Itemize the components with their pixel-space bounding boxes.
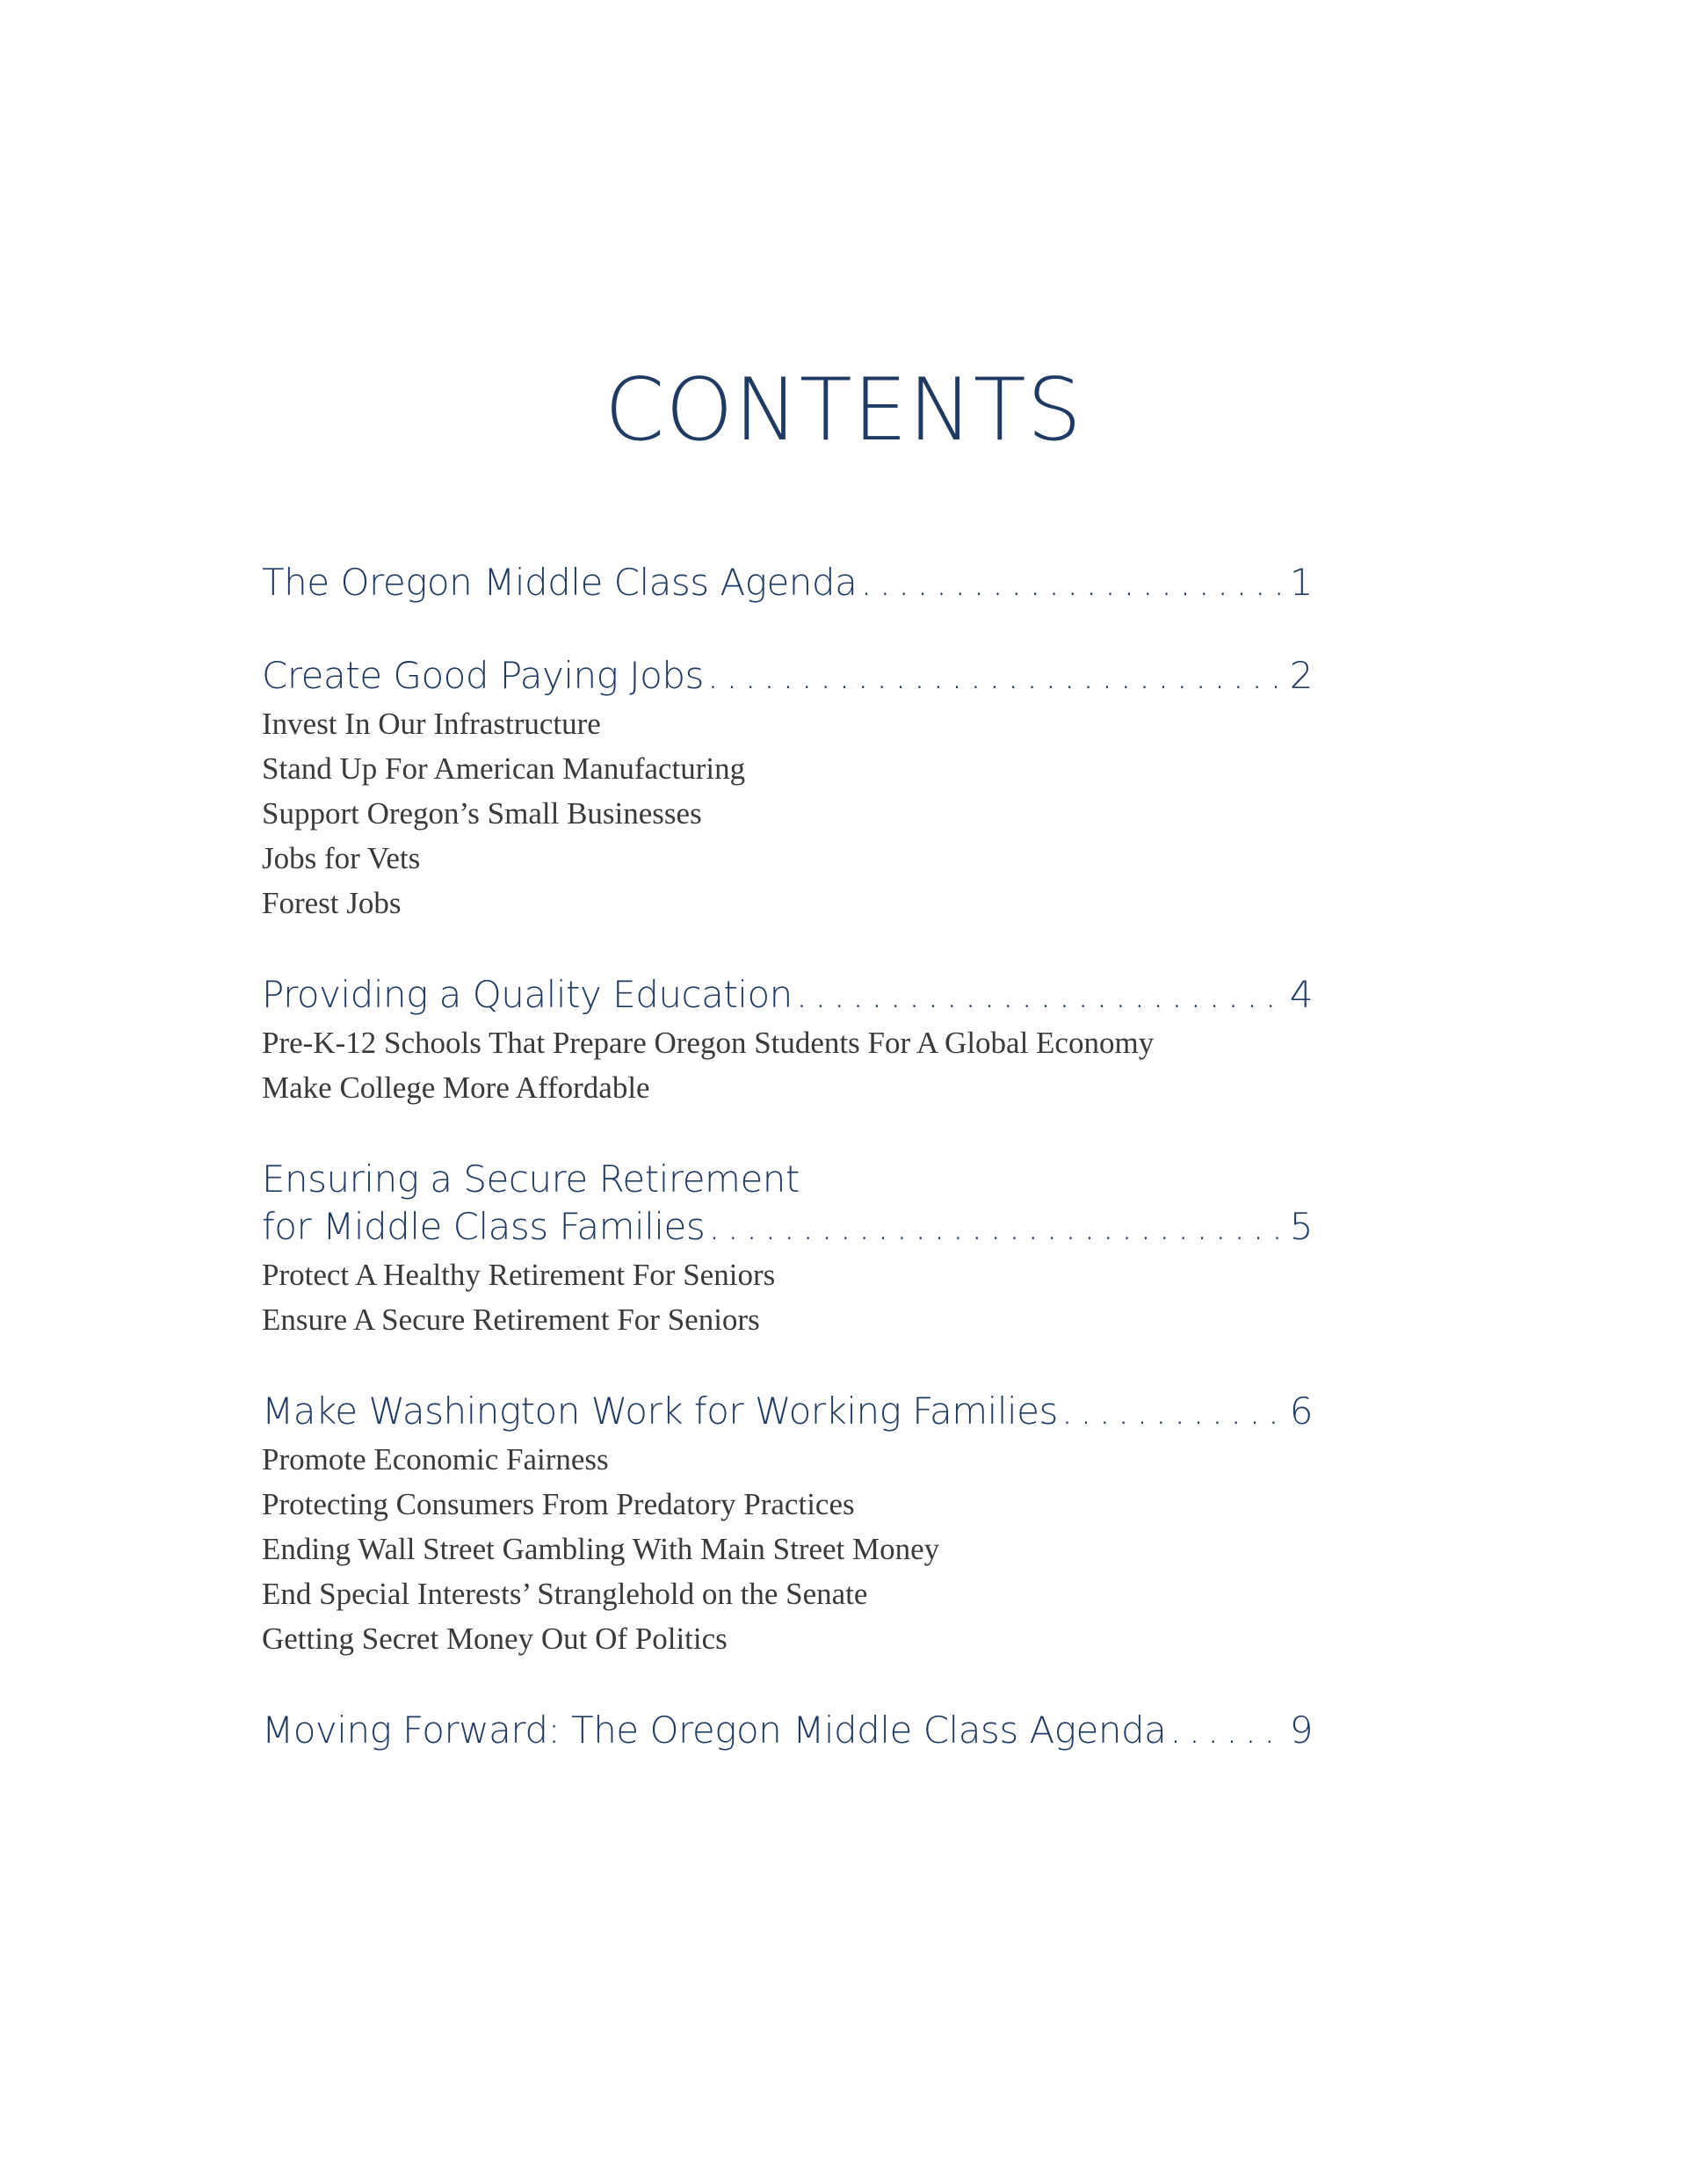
toc-heading-line[interactable]: Ensuring a Secure Retirement (262, 1157, 800, 1201)
toc-heading[interactable] (262, 1388, 1313, 1435)
dot-leader (1061, 1388, 1285, 1435)
toc-entry-moving-forward (262, 1707, 1313, 1754)
toc-subitem[interactable]: Pre-K-12 Schools That Prepare Oregon Students For A Global Economy (262, 1026, 1155, 1060)
toc-subitems (262, 701, 1313, 925)
toc-entry-secure-retirement (262, 1156, 1313, 1342)
toc-entry-good-paying-jobs (262, 652, 1313, 925)
dot-leader (707, 652, 1285, 700)
toc-page-number: 9 (1289, 1709, 1313, 1752)
toc-page-number: 6 (1289, 1389, 1313, 1433)
toc-heading[interactable] (262, 1203, 1313, 1251)
toc-page-number: 1 (1289, 561, 1313, 604)
toc-subitem[interactable]: Jobs for Vets (262, 841, 421, 875)
toc-subitem[interactable]: Ending Wall Street Gambling With Main Street Money (262, 1532, 940, 1566)
toc-heading[interactable] (262, 559, 1313, 606)
table-of-contents (262, 559, 1313, 1800)
toc-page-number: 2 (1289, 654, 1313, 697)
page-title: CONTENTS (604, 360, 1083, 461)
toc-subitem[interactable]: Forest Jobs (262, 886, 402, 920)
toc-heading-text: for Middle Class Families (262, 1205, 706, 1248)
toc-page-number: 5 (1289, 1205, 1313, 1248)
toc-entry-middle-class-agenda (262, 559, 1313, 606)
toc-subitem[interactable]: End Special Interests’ Stranglehold on the Senate (262, 1577, 868, 1611)
toc-heading-text: The Oregon Middle Class Agenda (262, 561, 858, 604)
toc-heading[interactable] (262, 971, 1313, 1019)
toc-subitem[interactable]: Promote Economic Fairness (262, 1442, 609, 1477)
toc-subitem[interactable]: Getting Secret Money Out Of Politics (262, 1622, 728, 1656)
toc-subitem[interactable]: Protecting Consumers From Predatory Practices (262, 1487, 855, 1521)
toc-heading-text: Create Good Paying Jobs (262, 654, 704, 697)
toc-subitems (262, 1437, 1313, 1661)
toc-subitem[interactable]: Ensure A Secure Retirement For Seniors (262, 1302, 760, 1337)
toc-subitem[interactable]: Invest In Our Infrastructure (262, 707, 601, 741)
dot-leader (860, 559, 1284, 606)
toc-subitem[interactable]: Make College More Affordable (262, 1070, 650, 1105)
dot-leader (1169, 1707, 1284, 1754)
dot-leader (708, 1203, 1285, 1251)
toc-heading[interactable] (262, 652, 1313, 700)
toc-subitem[interactable]: Stand Up For American Manufacturing (262, 751, 746, 786)
toc-page-number: 4 (1289, 973, 1313, 1016)
toc-subitem[interactable]: Protect A Healthy Retirement For Seniors (262, 1258, 776, 1292)
toc-heading[interactable] (262, 1707, 1313, 1754)
toc-subitems (262, 1252, 1313, 1342)
toc-heading-text: Make Washington Work for Working Families (262, 1389, 1058, 1433)
toc-entry-quality-education (262, 971, 1313, 1110)
toc-subitem[interactable]: Support Oregon’s Small Businesses (262, 796, 702, 831)
toc-heading-text: Providing a Quality Education (262, 973, 793, 1016)
toc-entry-washington-work (262, 1388, 1313, 1661)
dot-leader (796, 971, 1285, 1019)
toc-heading-text: Moving Forward: The Oregon Middle Class Agenda (262, 1709, 1167, 1752)
toc-subitems (262, 1020, 1313, 1110)
